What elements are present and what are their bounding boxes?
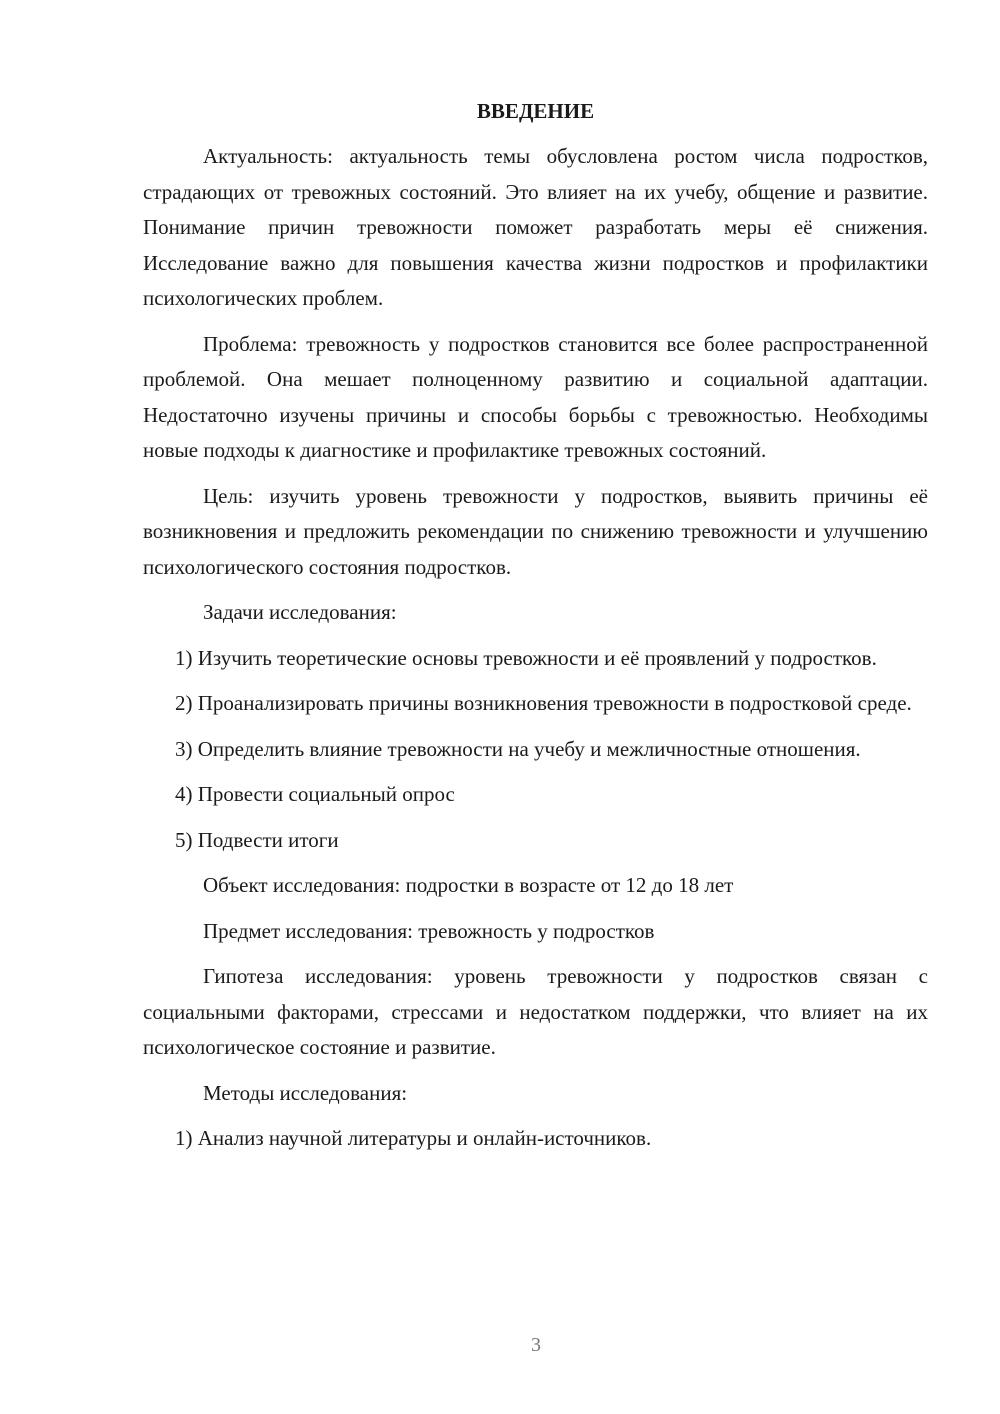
page-number: 3 bbox=[531, 1334, 541, 1356]
page-content bbox=[143, 97, 928, 1167]
methods-heading: Методы исследования: bbox=[203, 1080, 408, 1105]
task-item: 5) Подвести итоги bbox=[175, 827, 339, 852]
method-item: 1) Анализ научной литературы и онлайн-источников. bbox=[175, 1126, 652, 1150]
relevance-paragraph: Актуальность: актуальность темы обусловлена ростом числа подростков, страдающих от тревожных состояний. Это влияет на их учебу, общение и развитие. Понимание причин тревожности поможет разработать меры её снижения. Исследование важно для повышения качества жизни подростков и профилактики психологических проблем. bbox=[143, 144, 928, 310]
goal-paragraph: Цель: изучить уровень тревожности у подростков, выявить причины её возникновения и предложить рекомендации по снижению тревожности и улучшению психологического состояния подростков. bbox=[143, 483, 928, 579]
task-item: 1) Изучить теоретические основы тревожности и её проявлений у подростков. bbox=[175, 645, 877, 670]
research-subject: Предмет исследования: тревожность у подростков bbox=[203, 918, 655, 943]
problem-paragraph: Проблема: тревожность у подростков становится все более распространенной проблемой. Она мешает полноценному развитию и социальной адаптации. Недостаточно изучены причины и способы борьбы с тревожностью. Необходимы новые подходы к диагностике и профилактике тревожных состояний. bbox=[143, 331, 928, 462]
task-item: 3) Определить влияние тревожности на учебу и межличностные отношения. bbox=[175, 736, 861, 761]
page-title: ВВЕДЕНИЕ bbox=[476, 99, 595, 123]
hypothesis-paragraph: Гипотеза исследования: уровень тревожности у подростков связан с социальными факторами, стрессами и недостатком поддержки, что влияет на их психологическое состояние и развитие. bbox=[143, 964, 928, 1059]
research-object: Объект исследования: подростки в возрасте от 12 до 18 лет bbox=[203, 873, 734, 897]
task-item: 2) Проанализировать причины возникновения тревожности в подростковой среде. bbox=[175, 691, 912, 715]
task-item: 4) Провести социальный опрос bbox=[175, 782, 455, 806]
tasks-heading: Задачи исследования: bbox=[203, 600, 397, 624]
